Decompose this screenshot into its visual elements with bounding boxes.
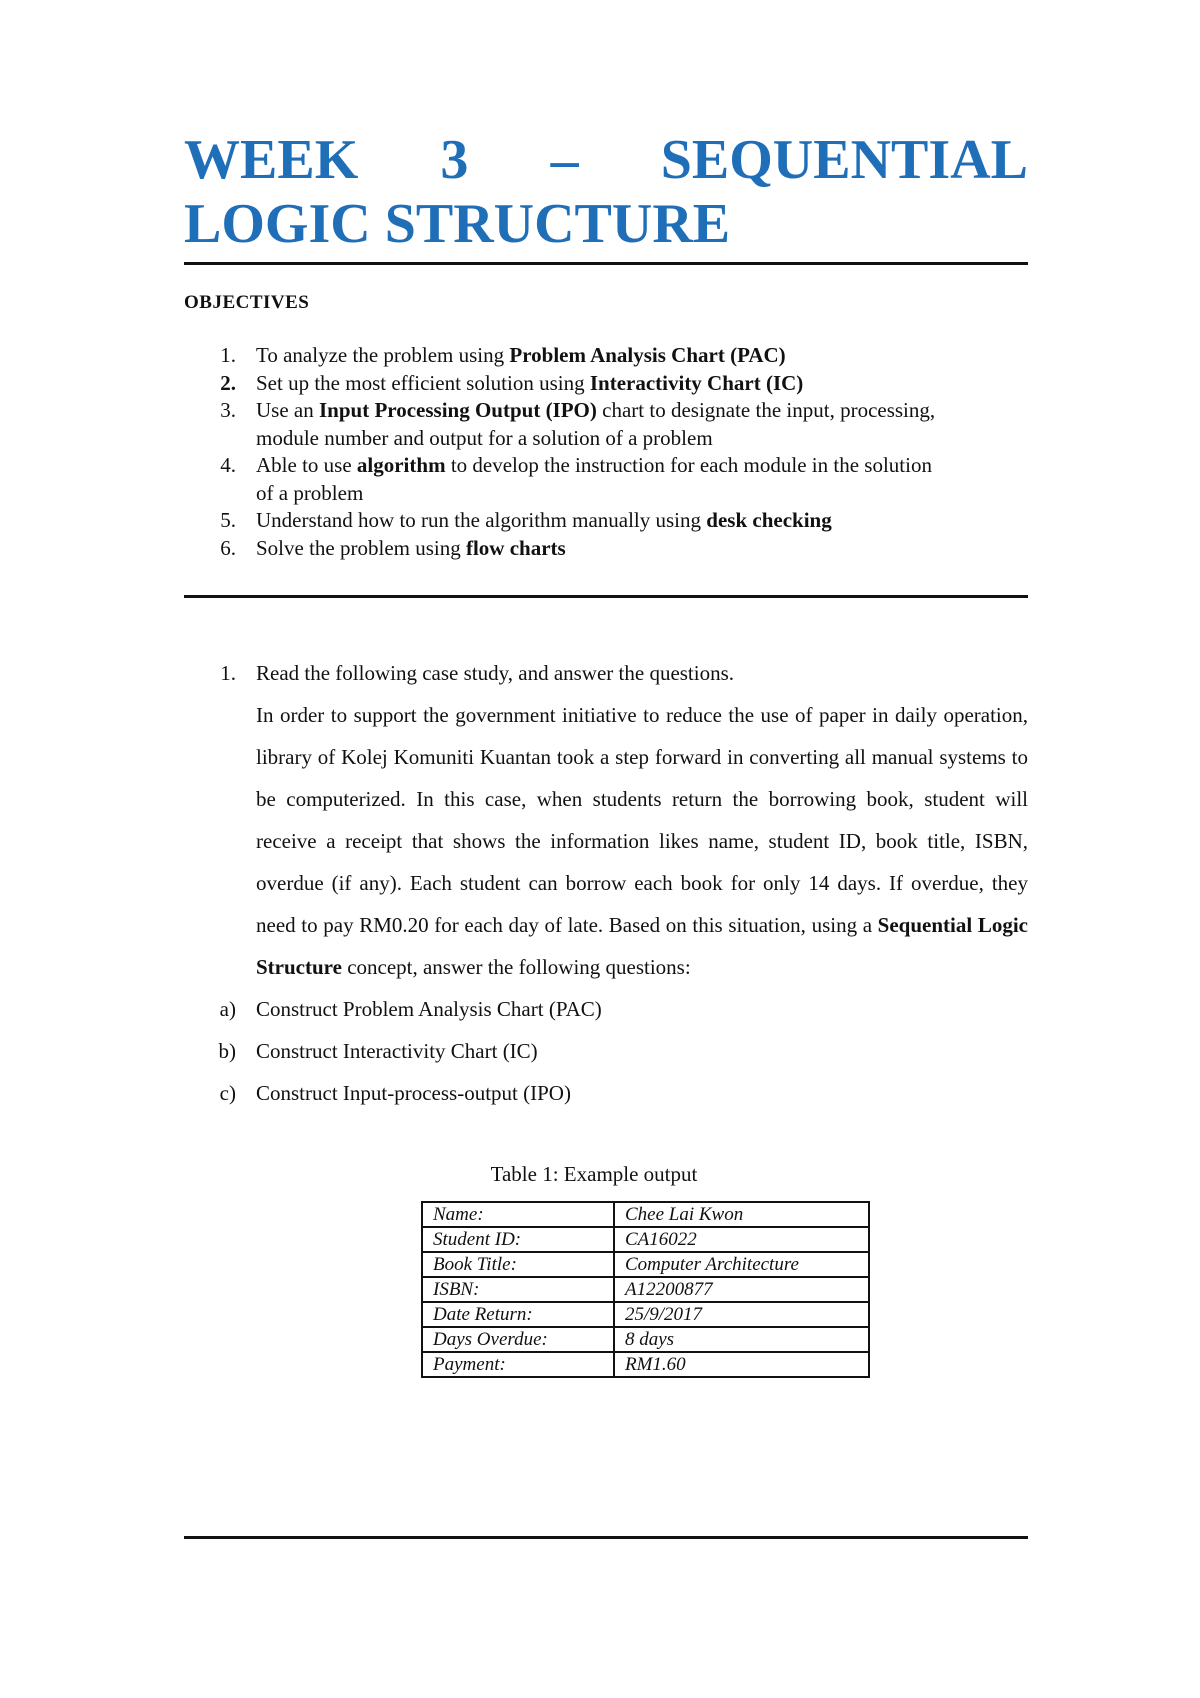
footer-divider — [184, 1536, 1028, 1539]
example-output-table — [421, 1201, 870, 1378]
title-word: WEEK — [184, 129, 359, 191]
question-text: Construct Problem Analysis Chart (PAC) — [256, 997, 602, 1021]
objective-keyword: Problem Analysis Chart (PAC) — [509, 343, 786, 367]
objective-text: Set up the most efficient solution using Interactivity Chart (IC) — [256, 370, 804, 395]
table-row — [422, 1302, 869, 1327]
table-cell-label: Name: — [422, 1202, 614, 1227]
objective-number: 1. — [220, 343, 236, 367]
table-cell-label: Student ID: — [422, 1227, 614, 1252]
case-study-section — [184, 652, 1028, 1114]
title-divider — [184, 262, 1028, 265]
table-row — [422, 1327, 869, 1352]
table-row — [422, 1252, 869, 1277]
case-study-intro: Read the following case study, and answer the questions. — [256, 661, 735, 685]
title-line-1 — [184, 128, 1028, 192]
objectives-list — [184, 342, 944, 562]
objectives-divider — [184, 595, 1028, 598]
question-text: Construct Interactivity Chart (IC) — [256, 1039, 538, 1063]
objective-item — [184, 342, 944, 370]
objective-item — [184, 370, 944, 398]
objective-text: To analyze the problem using Problem Analysis Chart (PAC) — [256, 343, 786, 367]
table-cell-value: Computer Architecture — [614, 1252, 869, 1277]
title-line-2: LOGIC STRUCTURE — [184, 193, 731, 255]
table-cell-label: ISBN: — [422, 1277, 614, 1302]
objective-text: Understand how to run the algorithm manually using desk checking — [256, 508, 832, 532]
table-cell-value: Chee Lai Kwon — [614, 1202, 869, 1227]
table-cell-value: 8 days — [614, 1327, 869, 1352]
objective-item — [184, 507, 944, 535]
case-study-paragraph: In order to support the government initiative to reduce the use of paper in daily operation, library of Kolej Komuniti Kuantan took a step forward in converting all manual systems to be computerized. In this case, when students return the borrowing book, student will receive a receipt that shows the information likes name, student ID, book title, ISBN, overdue (if any). Each student can borrow each book for only 14 days. If overdue, they need to pay RM0.20 for each day of late. Based on this situation, using a Sequential Logic Structure concept, answer the following questions: — [256, 703, 1028, 979]
table-cell-value: A12200877 — [614, 1277, 869, 1302]
table-row — [422, 1227, 869, 1252]
case-study-number: 1. — [220, 661, 236, 685]
objective-number: 6. — [220, 535, 236, 560]
question-text: Construct Input-process-output (IPO) — [256, 1081, 571, 1105]
question-item — [184, 1030, 1028, 1072]
title-word: – — [550, 129, 579, 191]
objective-item — [184, 535, 944, 563]
objective-text: Use an Input Processing Output (IPO) chart to designate the input, processing, module number and output for a solution of a problem — [256, 398, 936, 450]
question-label: a) — [219, 997, 236, 1021]
objective-number: 3. — [220, 398, 236, 422]
objective-keyword: Input Processing Output (IPO) — [318, 398, 597, 422]
objective-text: Solve the problem using flow charts — [256, 535, 566, 560]
table-cell-label: Book Title: — [422, 1252, 614, 1277]
question-item — [184, 1072, 1028, 1114]
table-cell-label: Payment: — [422, 1352, 614, 1377]
table-caption: Table 1: Example output — [490, 1162, 698, 1186]
table-cell-label: Date Return: — [422, 1302, 614, 1327]
table-row — [422, 1352, 869, 1377]
objectives-heading: OBJECTIVES — [184, 292, 310, 313]
objective-item — [184, 397, 944, 452]
objective-number: 4. — [220, 453, 236, 477]
objective-keyword: algorithm — [356, 453, 446, 477]
objective-keyword: flow charts — [465, 535, 566, 560]
objective-keyword: desk checking — [706, 508, 832, 532]
question-item — [184, 988, 1028, 1030]
page-title — [184, 128, 1028, 256]
objective-text: Able to use algorithm to develop the instruction for each module in the solution of a problem — [256, 453, 932, 505]
title-word: 3 — [440, 129, 469, 191]
table-cell-label: Days Overdue: — [422, 1327, 614, 1352]
objective-number: 2. — [220, 370, 236, 395]
table-row — [422, 1277, 869, 1302]
title-word: SEQUENTIAL — [660, 129, 1028, 191]
table-row — [422, 1202, 869, 1227]
objective-item — [184, 452, 944, 507]
objective-number: 5. — [220, 508, 236, 532]
table-cell-value: 25/9/2017 — [614, 1302, 869, 1327]
table-cell-value: CA16022 — [614, 1227, 869, 1252]
question-label: c) — [219, 1081, 236, 1105]
case-study-intro-row — [184, 652, 1028, 694]
case-study-keyword: Sequential Logic Structure — [256, 913, 1028, 979]
table-cell-value: RM1.60 — [614, 1352, 869, 1377]
question-label: b) — [218, 1039, 236, 1063]
objective-keyword: Interactivity Chart (IC) — [589, 370, 804, 395]
